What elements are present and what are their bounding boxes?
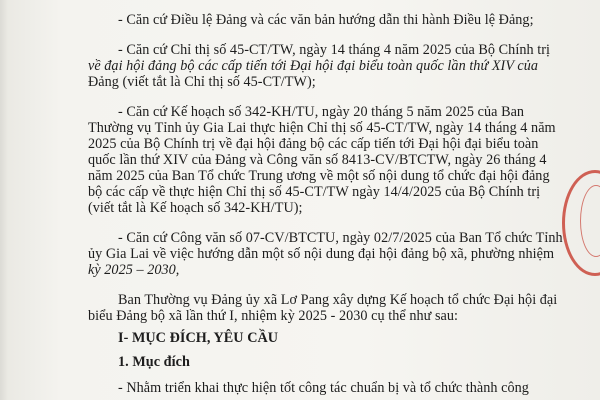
text-line-11: (viết tắt là Kế hoạch số 342-KH/TU);	[88, 200, 303, 216]
text-line-3	[88, 58, 538, 74]
text-line-14-italic: kỳ 2025 – 2030,	[88, 262, 180, 278]
text-line-15: Ban Thường vụ Đảng ủy xã Lơ Pang xây dựng Kế hoạch tổ chức Đại hội đại	[118, 292, 558, 308]
subsection-heading: 1. Mục đích	[118, 354, 190, 370]
text-line-4: Đảng (viết tắt là Chỉ thị số 45-CT/TW);	[88, 74, 316, 90]
text-line-14	[88, 262, 179, 278]
text-line-9: năm 2025 của Ban Tổ chức Trung ương về một số nội dung tổ chức đại hội đảng	[88, 168, 550, 184]
text-line-8: quốc lần thứ XIV của Đảng và Công văn số 8413-CV/BTCTW, ngày 26 tháng 4	[88, 152, 547, 168]
text-line-3-italic: về đại hội đảng bộ các cấp tiến tới Đại hội đại biểu toàn quốc lần thứ XIV của	[88, 58, 539, 74]
text-line-12: - Căn cứ Công văn số 07-CV/BTCTU, ngày 02/7/2025 của Ban Tổ chức Tỉnh	[118, 230, 563, 246]
text-line-19: - Nhằm triển khai thực hiện tốt công tác chuẩn bị và tổ chức thành công	[118, 380, 529, 396]
text-line-5: - Căn cứ Kế hoạch số 342-KH/TU, ngày 20 tháng 5 năm 2025 của Ban	[118, 104, 525, 120]
text-line-1: - Căn cứ Điều lệ Đảng và các văn bản hướng dẫn thi hành Điều lệ Đảng;	[118, 12, 534, 28]
text-line-2: - Căn cứ Chỉ thị số 45-CT/TW, ngày 14 tháng 4 năm 2025 của Bộ Chính trị	[118, 42, 550, 58]
text-line-6: Thường vụ Tỉnh ủy Gia Lai thực hiện Chỉ thị số 45-CT/TW, ngày 14 tháng 4 năm	[88, 120, 556, 136]
page-fold-shadow	[0, 0, 8, 400]
text-line-7: 2025 của Bộ Chính trị về đại hội đảng bộ các cấp tiến tới Đại hội đại biểu toàn	[88, 136, 539, 152]
text-line-13: ủy Gia Lai về việc hướng dẫn một số nội dung đại hội đảng bộ xã, phường nhiệm	[88, 246, 555, 262]
text-line-10: bộ các cấp về thực hiện Chỉ thị số 45-CT/TW ngày 14/4/2025 của Bộ Chính trị	[88, 184, 541, 200]
text-line-16: biểu Đảng bộ xã lần thứ I, nhiệm kỳ 2025 - 2030 cụ thể như sau:	[88, 308, 458, 324]
section-heading: I- MỤC ĐÍCH, YÊU CẦU	[118, 330, 279, 346]
